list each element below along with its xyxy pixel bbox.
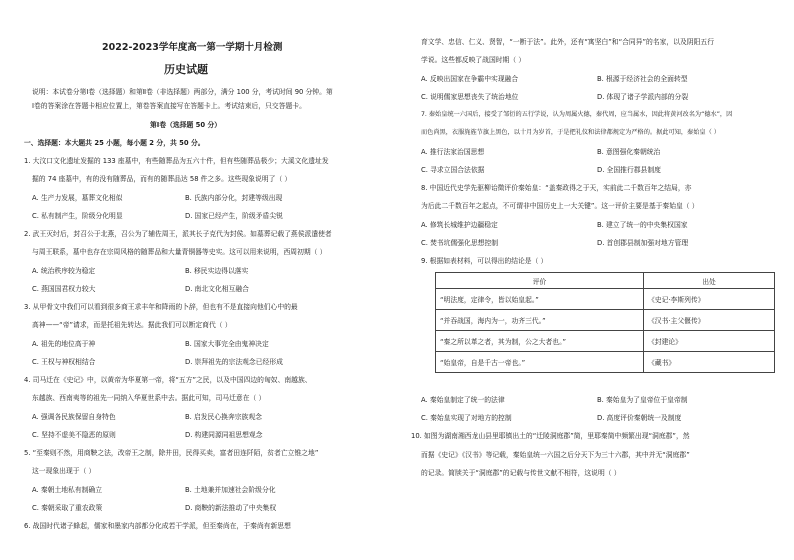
- question-text: 掘的 74 座墓中，有的没有随葬品，而有的随葬品达 58 件之多。这些现象说明了（ ）: [32, 175, 292, 183]
- option-d: D. 崇拜祖先的宗法观念已经形成: [185, 358, 283, 366]
- option-c: C. 王权与神权相结合: [32, 358, 96, 366]
- option-a: A. 秦朝土地私有制确立: [32, 486, 103, 494]
- option-c: C. 说明儒家思想丧失了统治地位: [421, 93, 519, 101]
- option-c: C. 私有制产生，阶级分化明显: [32, 212, 123, 220]
- intro-line: 说明：本试卷分第Ⅰ卷（选择题）和第Ⅱ卷（非选择题）两部分，满分 100 分，考试时间 90 分钟。第: [32, 88, 333, 96]
- option-b: B. 氏族内部分化，封建等级出现: [185, 194, 283, 202]
- option-c: C. 秦朝采取了重农政策: [32, 504, 103, 512]
- question-text: 3. 从甲骨文中我们可以看到很多商王求丰年和降雨的卜辞，但也有不是直接向他们心中的最: [24, 303, 298, 311]
- question-text: 东越族、西南夷等的祖先一同纳入华夏世系中去。据此可知，司马迁意在（ ）: [32, 394, 266, 402]
- option-d: D. 南北文化相互融合: [185, 285, 249, 293]
- question-text: 5. “至秦则不然，用商鞅之法，改帝王之制，除井田，民得买卖，富者田连阡陌，贫者亡立锥之地”: [24, 449, 319, 457]
- question-text: 9. 根据如表材料，可以得出的结论是（ ）: [421, 257, 548, 265]
- option-d: D. 构建同源同祖思想观念: [185, 431, 263, 439]
- table-row: [436, 352, 775, 373]
- option-b: B. 土地兼并加速社会阶级分化: [185, 486, 276, 494]
- table-row: [436, 310, 775, 331]
- question-text: 8. 中国近代史学先驱柳诒徵评价秦始皇：“盖秦政得之于天，实前此二千数百年之结局，亦: [421, 184, 692, 192]
- option-c: C. 燕国国君权力较大: [32, 285, 96, 293]
- question-text: 而色尚黑，衣服旄旌节旗上黑色，以十月为岁首，于是把礼仪和法律都规定为严格的。据此可知，秦始皇（ ）: [421, 129, 720, 136]
- option-b: B. 秦始皇为了皇帝位于皇帝制: [597, 396, 688, 404]
- table-cell: 《藏书》: [644, 352, 775, 373]
- option-b: B. 意图强化秦朝统治: [597, 148, 661, 156]
- option-d: D. 商鞅的新法推动了中央集权: [185, 504, 277, 512]
- table-cell: “并吞战国，海内为一，功齐三代。”: [436, 310, 644, 331]
- option-d: D. 体现了诸子学派内部的分裂: [597, 93, 689, 101]
- question-text: 2. 武王灭纣后，封召公于北燕，召公为了辅佐周王，派其长子克代为封侯。如墓葬记载了燕侯派遣使者: [24, 230, 332, 238]
- option-a: A. 祖先的地位高于神: [32, 340, 96, 348]
- option-d: D. 高度评价秦朝统一及制度: [597, 414, 682, 422]
- option-d: D. 国家已经产生，阶级矛盾尖锐: [185, 212, 283, 220]
- section-instruction: 一、选择题：本大题共 25 小题，每小题 2 分，共 50 分。: [24, 139, 205, 147]
- option-d: D. 全国推行郡县制度: [597, 166, 661, 174]
- table-cell: 《汉书·主父偃传》: [644, 310, 775, 331]
- question-text: 学说。这些都反映了战国时期（ ）: [421, 56, 526, 64]
- subject-title: 历史试题: [164, 63, 208, 76]
- option-a: A. 推行法家治国思想: [421, 148, 485, 156]
- option-a: A. 统治秩序较为稳定: [32, 267, 96, 275]
- question-text: 1. 大汶口文化遗址发掘的 133 座墓中，有些随葬品为五六十件，但有些随葬品极少；大溪文化遗址发: [24, 157, 329, 165]
- table-cell: 《封建论》: [644, 331, 775, 352]
- table-cell: 《史记·李斯列传》: [644, 289, 775, 310]
- question-text: 的记录。简牍关于“洞庭郡”的记载与传世文献不相符，这说明（ ）: [421, 469, 621, 477]
- option-d: D. 首创郡县制加强对地方管理: [597, 239, 689, 247]
- question-text: 高神——“帝”请求，而是托祖先转达。据此我们可以断定商代（ ）: [32, 321, 232, 329]
- table-cell: “秦之所以革之者，其为制，公之大者也。”: [436, 331, 644, 352]
- table-cell: “始皇帝，自是千古一帝也。”: [436, 352, 644, 373]
- option-b: B. 移民实边得以落实: [185, 267, 249, 275]
- option-b: B. 国家大事完全由鬼神决定: [185, 340, 269, 348]
- section-title: 第Ⅰ卷（选择题 50 分）: [150, 121, 222, 129]
- table-row: [436, 331, 775, 352]
- question-text: 与周王联系，墓中也存在宗周风格的随葬品和大量青铜器等史实。这可以用来说明，西周初期（ ）: [32, 248, 327, 256]
- question-text: 育文学、忠信、仁义、贤智，“一断于法”。此外，还有“寓坚白”和“合同异”的名家，以及阴阳五行: [421, 38, 715, 46]
- option-b: B. 启发民心换奔宗族观念: [185, 413, 262, 421]
- option-a: A. 强调各民族保留自身特色: [32, 413, 116, 421]
- option-a: A. 生产力发展，墓葬文化相似: [32, 194, 123, 202]
- option-c: C. 寻求立国合法依据: [421, 166, 485, 174]
- question-text: 4. 司马迁在《史记》中，以黄帝为华夏第一帝，将“五方”之民，以及中国四边的匈奴、南越族、: [24, 376, 312, 384]
- question-text: 这一现象出现于（ ）: [32, 467, 96, 475]
- table-header-cell: 出处: [644, 273, 775, 289]
- option-a: A. 修筑长城维护边疆稳定: [421, 221, 498, 229]
- option-b: B. 根源于经济社会的全面转型: [597, 75, 688, 83]
- question-text: 7. 秦始皇统一六国后，接受了邹衍的五行学说，认为周属火德，秦代周，应当属水，因此将黄河改名为“德水”，因: [421, 111, 733, 118]
- table-row: [436, 289, 775, 310]
- table-header-row: [436, 273, 775, 289]
- question-text: 而据《史记》《汉书》等记载，秦始皇统一六国之后分天下为三十六郡，其中并无“洞庭郡”: [421, 451, 690, 459]
- option-a: A. 秦始皇制定了统一的法律: [421, 396, 505, 404]
- table-cell: “明法度，定律令，皆以始皇起。”: [436, 289, 644, 310]
- option-b: B. 建立了统一的中央集权国家: [597, 221, 688, 229]
- option-a: A. 反映出国家在争霸中实现融合: [421, 75, 519, 83]
- intro-line: Ⅰ卷的答案涂在答题卡相应位置上，第卷答案直接写在答题卡上。考试结束后，只交答题卡。: [32, 102, 306, 110]
- question-text: 为后此二千数百年之起点，不可谓非中国历史上一大关键”。这一评价主要是基于秦始皇（ ）: [421, 202, 699, 210]
- question-text: 10. 如图为湖南湘西龙山县里耶镇出土的“迁陵洞庭郡”简，里耶秦简中频繁出现“洞庭郡”，然: [411, 432, 690, 440]
- option-c: C. 秦始皇实现了对地方的控制: [421, 414, 512, 422]
- evaluation-table: [435, 272, 775, 373]
- exam-title: 2022-2023学年度高一第一学期十月检测: [102, 42, 283, 53]
- table-header-cell: 评价: [436, 273, 644, 289]
- option-c: C. 焚书坑儒强化思想控制: [421, 239, 499, 247]
- question-text: 6. 战国时代诸子蜂起，儒家和墨家内部都分化成若干学派，但至秦尚在，于秦尚有新思想: [24, 522, 291, 530]
- option-c: C. 坚持不虚美不隐恶的原则: [32, 431, 116, 439]
